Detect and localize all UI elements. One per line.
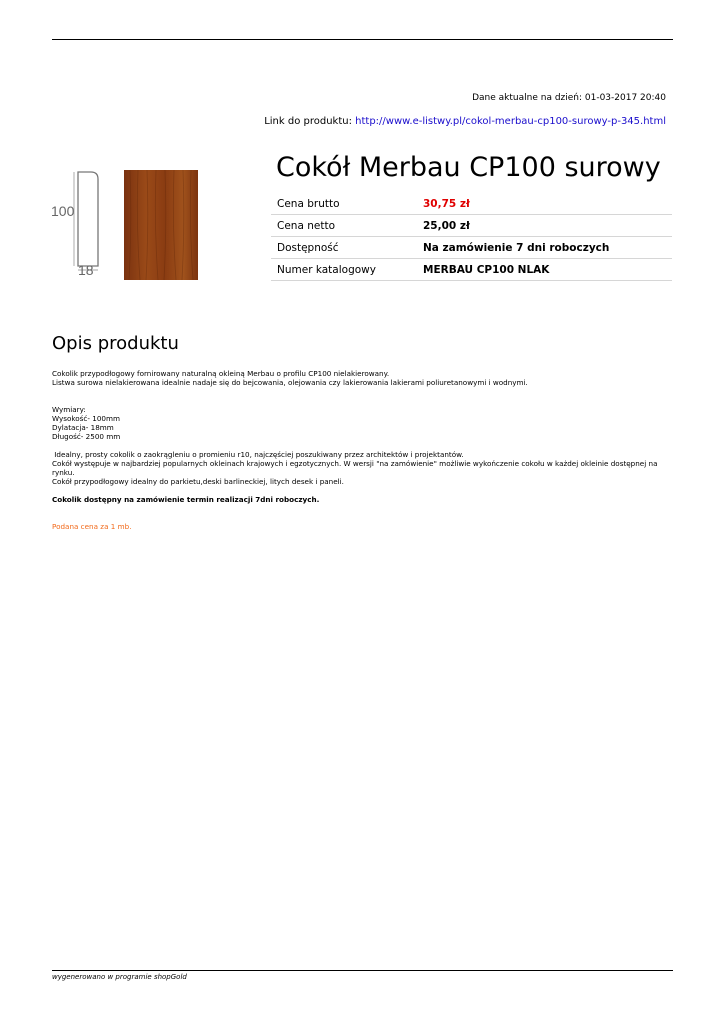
param-label: Dostępność [271,237,417,259]
footer-text: wygenerowano w programie shopGold [52,973,187,981]
param-label: Cena netto [271,215,417,237]
description-line: Cokół występuje w najbardziej popularnych okleinach krajowych i egzotycznych. W wersji "na zamówienie" możliwie wykończenie cokołu w każdej okleinie dostępnej na rynku. [52,459,658,477]
product-link[interactable]: http://www.e-listwy.pl/cokol-merbau-cp100-surowy-p-345.html [355,116,666,127]
product-image [50,168,200,280]
dimension-length: Długość- 2500 mm [52,432,121,441]
product-link-line [264,116,666,127]
param-label: Cena brutto [271,193,417,215]
description-line: Cokolik przypodłogowy fornirowany naturalną okleiną Merbau o profilu CP100 nielakierowany. [52,369,390,378]
description-line: Listwa surowa nielakierowana idealnie nadaje się do bejcowania, olejowania czy lakierowania lakierami poliuretanowymi i wodnymi. [52,378,528,387]
product-link-label: Link do produktu: [264,116,352,127]
param-row [271,193,672,215]
description-line: Idealny, prosty cokolik o zaokrągleniu o promieniu r10, najczęściej poszukiwany przez architektów i projektantów. [52,450,464,459]
top-rule [52,39,673,40]
dimension-height: Wysokość- 100mm [52,414,120,423]
availability-value: Na zamówienie 7 dni roboczych [417,237,672,259]
param-row [271,237,672,259]
price-gross-value: 30,75 zł [417,193,672,215]
profile-drawing [51,172,98,278]
wood-sample [124,170,198,280]
param-row [271,259,672,281]
profile-width-label: 18 [78,262,94,278]
catalog-number-value: MERBAU CP100 NLAK [417,259,672,281]
param-row [271,215,672,237]
price-net-value: 25,00 zł [417,215,672,237]
data-date: Dane aktualne na dzień: 01-03-2017 20:40 [472,93,666,103]
product-params-table [271,193,672,281]
dimensions-heading: Wymiary: [52,405,86,414]
description-heading: Opis produktu [52,333,179,354]
dimension-dilatation: Dylatacja- 18mm [52,423,114,432]
description-line: Cokół przypodłogowy idealny do parkietu,deski barlineckiej, litych desek i paneli. [52,477,344,486]
product-title: Cokół Merbau CP100 surowy [276,152,661,183]
availability-note: Cokolik dostępny na zamówienie termin realizacji 7dni roboczych. [52,495,320,504]
price-unit-note: Podana cena za 1 mb. [52,522,132,531]
param-label: Numer katalogowy [271,259,417,281]
product-description [52,369,677,531]
bottom-rule [52,970,673,971]
profile-height-label: 100 [51,203,75,219]
